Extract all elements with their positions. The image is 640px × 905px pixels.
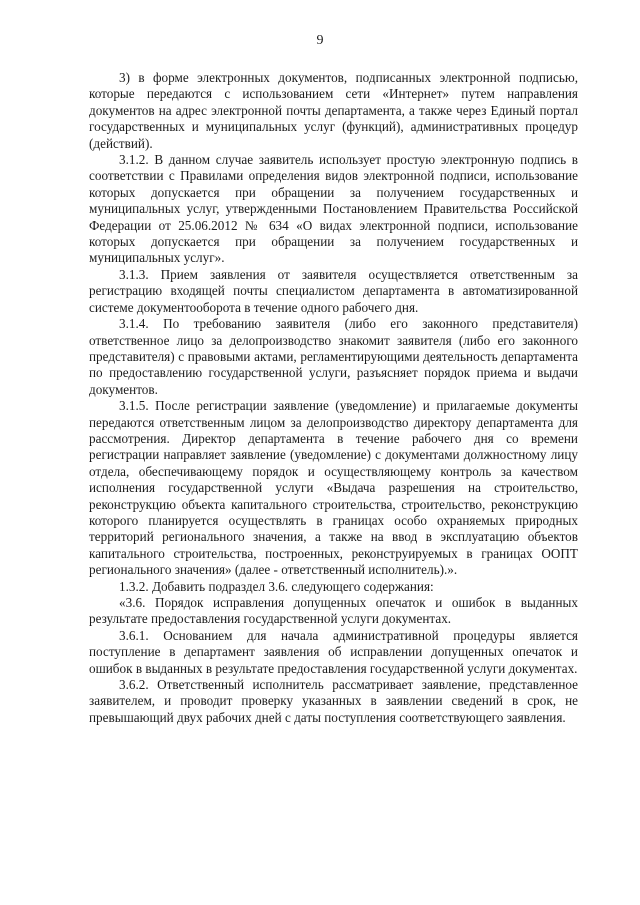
paragraph-3-1-3: 3.1.3. Прием заявления от заявителя осуществляется ответственным за регистрацию входящей почты специалистом департамента в автоматизированной системе документооборота в течение одного рабочего дня.: [89, 266, 578, 315]
paragraph-3-1-5: 3.1.5. После регистрации заявление (уведомление) и прилагаемые документы передаются ответственным лицом за делопроизводство директору департамента для рассмотрения. Директор департамента в течение рабочего дня со времени регистрации направляет заявление (уведомление) с документами должностному лицу отдела, обеспечивающему порядок и осуществляющему контроль за качеством исполнения государственной услуги «Выдача разрешения на строительство, реконструкцию объекта капитального строительства, строительство, реконструкцию которого планируется осуществлять в границах особо охраняемых природных территорий регионального значения, а также на ввод в эксплуатацию объектов капитального строительства, построенных, реконструируемых в границах ООПТ регионального значения» (далее - ответственный исполнитель).».: [89, 398, 578, 578]
paragraph-3-6-title: «3.6. Порядок исправления допущенных опечаток и ошибок в выданных результате предоставления государственной услуги документах.: [89, 595, 578, 627]
paragraph-3-6-1: 3.6.1. Основанием для начала административной процедуры является поступление в департамент заявления об исправлении допущенных опечаток и ошибок в выданных в результате предоставления государственной услуги документах.: [89, 627, 578, 676]
paragraph-3-1-2: 3.1.2. В данном случае заявитель использует простую электронную подпись в соответствии с Правилами определения видов электронной подписи, использование которых допускается при обращении за получением государственных и муниципальных услуг, утвержденными Постановлением Правительства Российской Федерации от 25.06.2012 № 634 «О видах электронной подписи, использование которых допускается при обращении за получением государственных и муниципальных услуг».: [89, 152, 578, 266]
paragraph-3-6-2: 3.6.2. Ответственный исполнитель рассматривает заявление, представленное заявителем, и проводит проверку указанных в заявлении сведений в срок, не превышающий двух рабочих дней с даты поступления соответствующего заявления.: [89, 677, 578, 725]
paragraph-3-1-4: 3.1.4. По требованию заявителя (либо его законного представителя) ответственное лицо за делопроизводство знакомит заявителя (либо его законного представителя) с правовыми актами, регламентирующими деятельность департамента по предоставлению государственной услуги, разъясняет порядок приема и выдачи документов.: [89, 316, 578, 397]
page-number: 9: [316, 33, 324, 48]
document-body: [89, 70, 578, 726]
paragraph-1-3-2: 1.3.2. Добавить подраздел 3.6. следующего содержания:: [119, 578, 434, 594]
paragraph-3-electronic: 3) в форме электронных документов, подписанных электронной подписью, которые передаются с использованием сети «Интернет» путем направления документов на адрес электронной почты департамента, а также через Единый портал государственных и муниципальных услуг (функций), административных процедур (действий).: [89, 70, 578, 151]
